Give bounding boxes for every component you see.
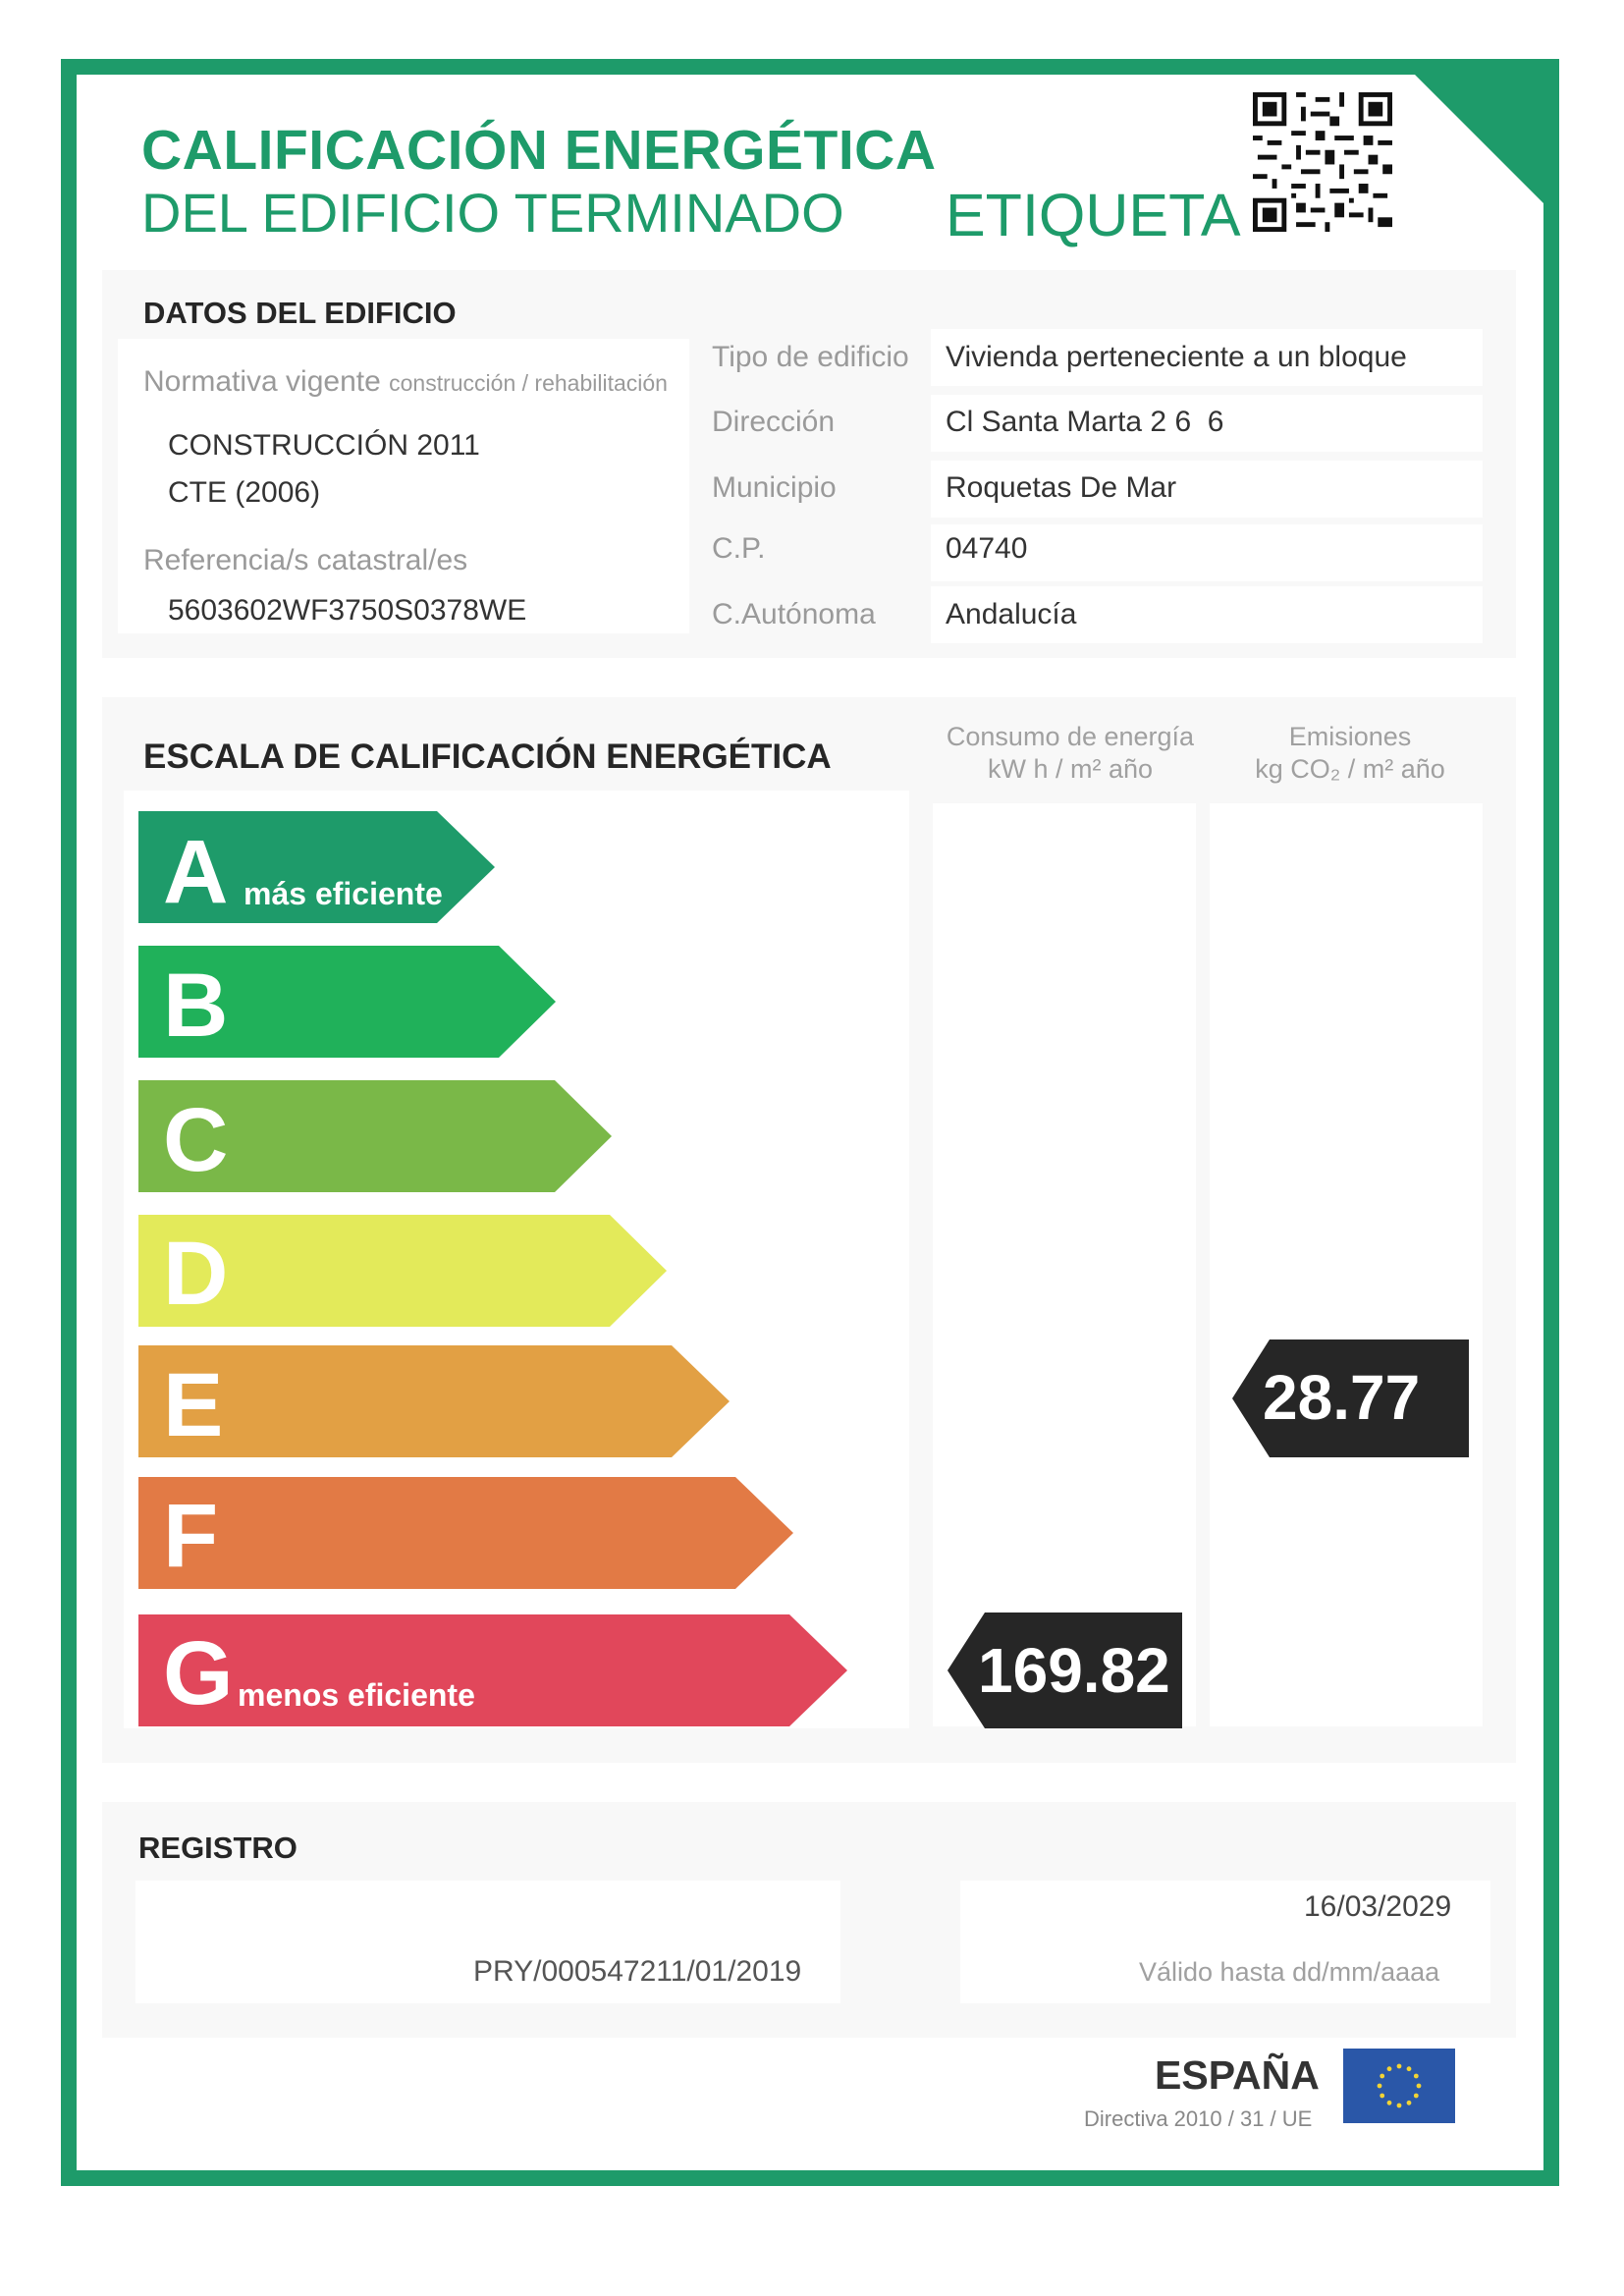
- consumo-value: 169.82: [978, 1635, 1170, 1706]
- comunidad-autonoma-value: Andalucía: [946, 598, 1077, 630]
- normativa-label-main: Normativa vigente: [143, 365, 381, 398]
- normativa-label-sub: construcción / rehabilitación: [389, 370, 668, 396]
- emisiones-header-line-1: Emisiones: [1288, 722, 1412, 751]
- arrow-f: [138, 1477, 793, 1589]
- emisiones-value: 28.77: [1263, 1362, 1421, 1433]
- class-b-letter: B: [163, 956, 229, 1056]
- comunidad-autonoma-label: C.Autónoma: [712, 598, 876, 630]
- directive-text: Directiva 2010 / 31 / UE: [1084, 2106, 1313, 2131]
- class-a-sub: más eficiente: [244, 876, 443, 911]
- municipio-label: Municipio: [712, 471, 837, 504]
- direccion-value: Cl Santa Marta 2 6 6: [946, 406, 1224, 438]
- tipo-edificio-value: Vivienda perteneciente a un bloque: [946, 341, 1407, 373]
- country-name: ESPAÑA: [1155, 2052, 1320, 2098]
- municipio-value: Roquetas De Mar: [946, 471, 1177, 504]
- class-d-letter: D: [163, 1224, 229, 1324]
- consumo-header-line-2: kW h / m² año: [987, 754, 1154, 784]
- emisiones-header-line-2: kg CO₂ / m² año: [1255, 754, 1445, 784]
- tipo-edificio-label: Tipo de edificio: [712, 341, 909, 373]
- class-g-sub: menos eficiente: [238, 1677, 475, 1713]
- consumo-header-line-1: Consumo de energía: [946, 722, 1195, 751]
- etiqueta-title: ETIQUETA: [946, 182, 1241, 248]
- arrow-e: [138, 1345, 730, 1457]
- class-e-letter: E: [163, 1355, 224, 1455]
- catastral-value: 5603602WF3750S0378WE: [168, 594, 527, 627]
- eu-flag-icon: [1343, 2049, 1455, 2123]
- registro-section-title: REGISTRO: [138, 1831, 298, 1865]
- title-line-2: DEL EDIFICIO TERMINADO: [141, 182, 844, 244]
- valid-until-date: 16/03/2029: [1304, 1890, 1452, 1923]
- cp-value: 04740: [946, 532, 1028, 565]
- class-a-letter: A: [163, 822, 229, 922]
- class-g-letter: G: [163, 1623, 234, 1723]
- normativa-value-1: CONSTRUCCIÓN 2011: [168, 429, 480, 462]
- cp-label: C.P.: [712, 532, 766, 565]
- normativa-value-2: CTE (2006): [168, 476, 321, 509]
- catastral-label: Referencia/s catastral/es: [143, 544, 468, 576]
- building-section-title: DATOS DEL EDIFICIO: [143, 296, 457, 330]
- class-c-letter: C: [163, 1090, 229, 1190]
- registro-number: PRY/000547211/01/2019: [473, 1955, 802, 1988]
- valid-until-label: Válido hasta dd/mm/aaaa: [1139, 1957, 1440, 1987]
- class-f-letter: F: [163, 1486, 219, 1586]
- direccion-label: Dirección: [712, 406, 836, 438]
- scale-section-title: ESCALA DE CALIFICACIÓN ENERGÉTICA: [143, 738, 832, 776]
- title-line-1: CALIFICACIÓN ENERGÉTICA: [141, 119, 937, 182]
